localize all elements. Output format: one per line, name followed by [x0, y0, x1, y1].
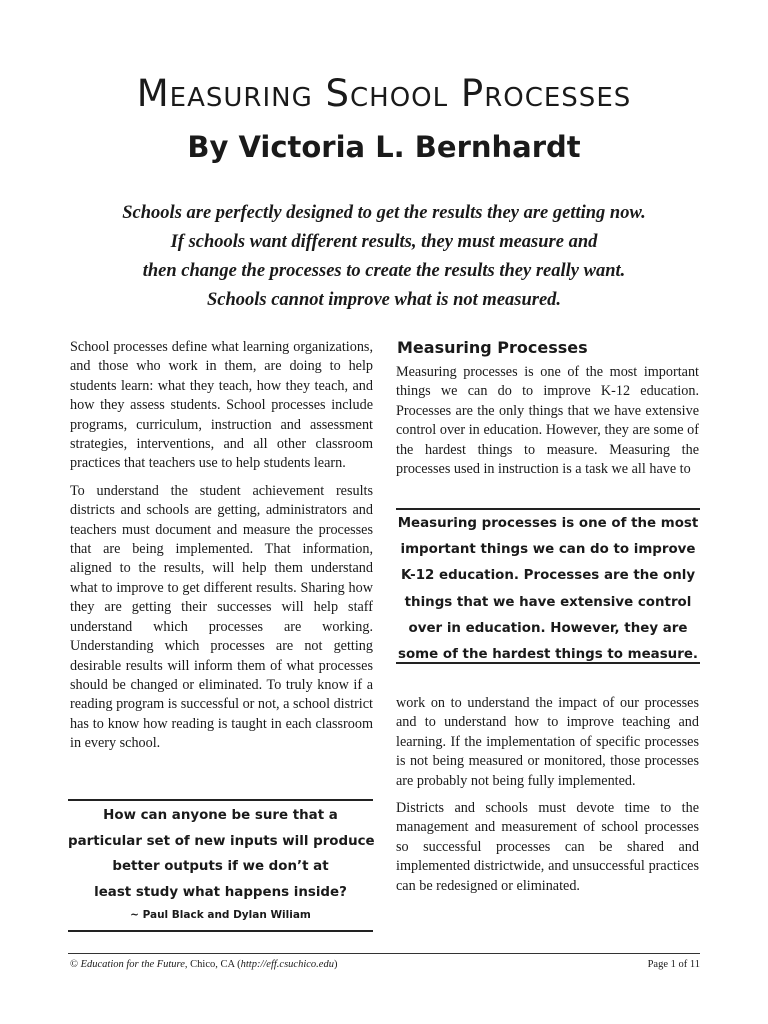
body-paragraph: Measuring processes is one of the most important things we can do to improve K-12 education. Processes are the only things that we have extensive control over in education. However, they are some of the hardest things to measure. Measuring the processes used in instruction is a task we all have to	[396, 364, 699, 478]
quote-line: particular set of new inputs will produce	[68, 833, 375, 849]
footer-copyright	[70, 959, 337, 970]
pull-quote-line: important things we can do to improve	[400, 542, 696, 558]
pull-quote-line: over in education. However, they are	[408, 620, 688, 636]
intro-line: Schools cannot improve what is not measured.	[206, 290, 562, 310]
right-column-bottom	[396, 694, 699, 904]
quote-box	[68, 799, 373, 932]
left-column	[70, 338, 373, 762]
pull-quote-line: Measuring processes is one of the most	[397, 516, 699, 531]
intro-line: Schools are perfectly designed to get the results they are getting now.	[122, 203, 646, 223]
quote-line: least study what happens inside?	[94, 884, 347, 900]
body-paragraph: School processes define what learning organizations, and those who work in them, are doing to help students learn: what they teach, how they teach, and how they assess students. School processes include programs, curriculum, instruction and assessment strategies, interventions, and all other classroom practices that teachers use to help students learn.	[70, 339, 373, 472]
quote-attribution: ~ Paul Black and Dylan Wiliam	[130, 909, 311, 921]
pull-quote-line: K-12 education. Processes are the only	[400, 568, 696, 584]
right-column-top	[396, 363, 699, 487]
organization-name: Education for the Future	[80, 959, 185, 970]
quote-line: How can anyone be sure that a	[103, 808, 338, 823]
pull-quote	[396, 508, 700, 664]
intro-line: If schools want different results, they must measure and	[170, 232, 598, 252]
pull-quote-line: things that we have extensive control	[404, 594, 692, 610]
copyright-symbol: ©	[70, 959, 78, 970]
footer-divider	[68, 953, 700, 954]
pull-quote-line: some of the hardest things to measure.	[398, 647, 698, 663]
body-paragraph: To understand the student achievement results districts and schools are getting, administrators and teachers must document and measure the processes that are being implemented. That information, aligned to the results, will help them understand what to improve to get different results. Sharing how they are getting their successes will help staff understand which processes are working. Understanding which processes are not getting desirable results will inform them of what processes should be changed or eliminated. To truly know if a reading program is successful or not, a school district has to know how reading is taught in each classroom in every school.	[70, 482, 373, 752]
close-paren: )	[333, 959, 338, 970]
page-title: Measuring School Processes	[136, 72, 632, 115]
section-heading: Measuring Processes	[397, 338, 588, 357]
website-link[interactable]: http://eff.csuchico.edu	[240, 959, 334, 970]
organization-location: , Chico, CA (	[184, 959, 241, 970]
page-number: Page 1 of 11	[647, 959, 700, 970]
intro-statement	[60, 199, 708, 315]
author-byline: By Victoria L. Bernhardt	[187, 130, 581, 164]
quote-line: better outputs if we don’t at	[112, 859, 329, 874]
body-paragraph: work on to understand the impact of our processes and to understand how to improve teaching and learning. If the implementation of specific processes is not being measured or monitored, those processes are probably not being fully implemented.	[396, 695, 699, 789]
body-paragraph: Districts and schools must devote time to the management and measurement of school processes so successful processes can be shared and implemented districtwide, and unsuccessful practices can be redesigned or eliminated.	[396, 800, 699, 894]
intro-line: then change the processes to create the results they really want.	[142, 261, 626, 281]
